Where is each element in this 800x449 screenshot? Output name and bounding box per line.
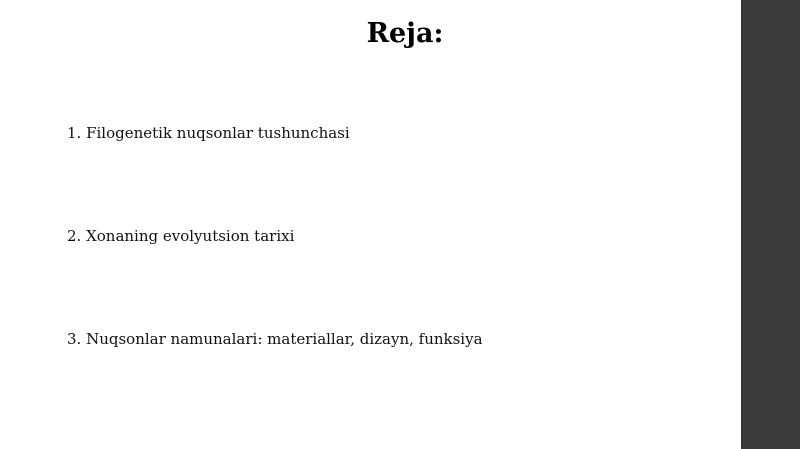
side-panel (741, 0, 800, 449)
plan-item-1: 1. Filogenetik nuqsonlar tushunchasi (67, 124, 350, 142)
plan-item-2: 2. Xonaning evolyutsion tarixi (67, 227, 295, 245)
slide-title: Reja: (366, 18, 444, 49)
plan-item-3: 3. Nuqsonlar namunalari: materiallar, dizayn, funksiya (67, 330, 483, 348)
